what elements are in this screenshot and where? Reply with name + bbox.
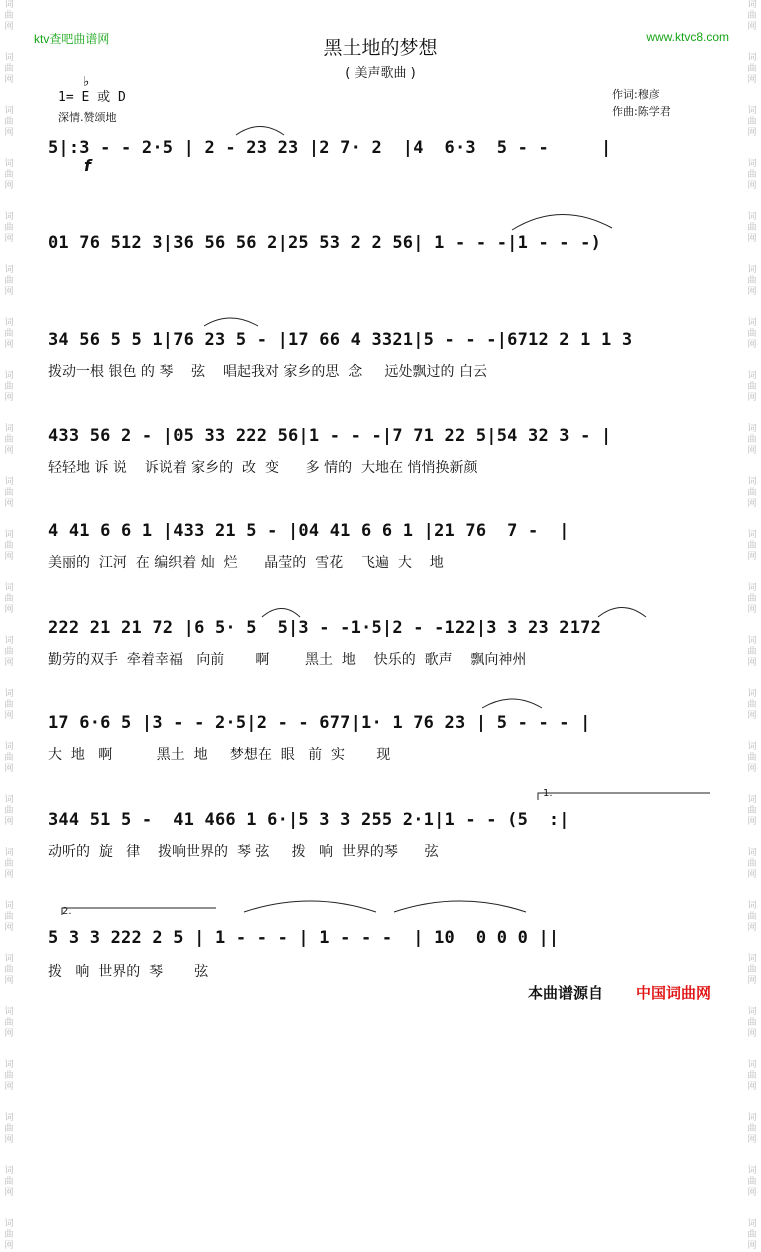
key-text: 1= E 或 D bbox=[58, 90, 126, 105]
edge-watermark-glyphs: 词 曲 网 bbox=[747, 1060, 757, 1092]
edge-watermark-glyphs: 词 曲 网 bbox=[747, 901, 757, 933]
edge-watermark-glyphs: 词 曲 网 bbox=[4, 1219, 14, 1251]
edge-watermark-glyphs: 词 曲 网 bbox=[4, 954, 14, 986]
edge-watermark-glyphs: 词 曲 网 bbox=[747, 318, 757, 350]
watermark-site-right[interactable]: www.ktvc8.com bbox=[646, 30, 729, 44]
lyric-line: 拨动一根 银色 的 琴 弦 唱起我对 家乡的思 念 远处飘过的 白云 bbox=[48, 364, 488, 380]
edge-watermark-glyphs: 词 曲 网 bbox=[4, 530, 14, 562]
edge-watermark-glyphs: 词 曲 网 bbox=[4, 1166, 14, 1198]
edge-watermark-glyphs: 词 曲 网 bbox=[747, 848, 757, 880]
edge-watermark-glyphs: 词 曲 网 bbox=[747, 1113, 757, 1145]
edge-watermark-glyphs: 词 曲 网 bbox=[4, 1060, 14, 1092]
slur-arc bbox=[598, 608, 646, 618]
edge-watermark-glyphs: 词 曲 网 bbox=[747, 1007, 757, 1039]
dynamic-forte: f bbox=[84, 156, 91, 175]
edge-watermark-glyphs: 词 曲 网 bbox=[747, 53, 757, 85]
edge-watermark-glyphs: 词 曲 网 bbox=[4, 0, 14, 32]
edge-watermark-glyphs: 词 曲 网 bbox=[4, 212, 14, 244]
notation-line: 34 56 5 5 1|76 23 5 - |17 66 4 3321|5 - - -|6712 2 1 1 3 bbox=[48, 330, 633, 350]
edge-watermark-glyphs: 词 曲 网 bbox=[4, 795, 14, 827]
volta-bracket bbox=[62, 908, 216, 915]
source-label: 本曲谱源自 bbox=[528, 984, 604, 1002]
edge-watermark-glyphs: 词 曲 网 bbox=[4, 371, 14, 403]
notation-line: 222 21 21 72 |6 5· 5 5|3 - -1·5|2 - -122|3 3 23 2172 bbox=[48, 618, 602, 638]
edge-watermark-glyphs: 词 曲 网 bbox=[747, 689, 757, 721]
edge-watermark-glyphs: 词 曲 网 bbox=[747, 1219, 757, 1251]
lyric-line: 轻轻地 诉 说 诉说着 家乡的 改 变 多 情的 大地在 悄悄换新颜 bbox=[48, 460, 478, 476]
edge-watermark-glyphs: 词 曲 网 bbox=[4, 106, 14, 138]
notation-line: 5 3 3 222 2 5 | 1 - - - | 1 - - - | 10 0 0 0 || bbox=[48, 928, 560, 948]
lyric-line: 勤劳的双手 牵着幸福 向前 啊 黑土 地 快乐的 歌声 飘向神州 bbox=[48, 652, 527, 668]
edge-watermark-glyphs: 词 曲 网 bbox=[747, 0, 757, 32]
edge-watermark-glyphs: 词 曲 网 bbox=[4, 583, 14, 615]
edge-watermark-glyphs: 词 曲 网 bbox=[747, 477, 757, 509]
slur-arc bbox=[482, 699, 542, 708]
edge-watermark-glyphs: 词 曲 网 bbox=[4, 742, 14, 774]
edge-watermark-glyphs: 词 曲 网 bbox=[4, 53, 14, 85]
lyricist-credit: 作词:穆彦 bbox=[612, 88, 660, 101]
edge-watermark-glyphs: 词 曲 网 bbox=[4, 265, 14, 297]
lyric-line: 大 地 啊 黑土 地 梦想在 眼 前 实 现 bbox=[48, 747, 391, 763]
slur-arc bbox=[236, 127, 284, 136]
slur-arc bbox=[204, 318, 258, 326]
edge-watermark-glyphs: 词 曲 网 bbox=[4, 318, 14, 350]
volta-bracket bbox=[538, 793, 710, 800]
edge-watermark-glyphs: 词 曲 网 bbox=[4, 901, 14, 933]
slur-arc bbox=[394, 901, 526, 912]
song-subtitle: ( 美声歌曲 ) bbox=[345, 66, 416, 81]
edge-watermark-glyphs: 词 曲 网 bbox=[747, 424, 757, 456]
edge-watermark-glyphs: 词 曲 网 bbox=[747, 795, 757, 827]
edge-watermark-glyphs: 词 曲 网 bbox=[4, 848, 14, 880]
volta-first-ending: 1. bbox=[543, 788, 553, 799]
edge-watermark-glyphs: 词 曲 网 bbox=[747, 106, 757, 138]
notation-line: 433 56 2 - |05 33 222 56|1 - - -|7 71 22 5|54 32 3 - | bbox=[48, 426, 612, 446]
edge-watermark-glyphs: 词 曲 网 bbox=[747, 371, 757, 403]
edge-watermark-glyphs: 词 曲 网 bbox=[4, 689, 14, 721]
edge-watermark-glyphs: 词 曲 网 bbox=[4, 159, 14, 191]
notation-line: 4 41 6 6 1 |433 21 5 - |04 41 6 6 1 |21 76 7 - | bbox=[48, 521, 570, 541]
slur-arc bbox=[262, 609, 300, 618]
edge-watermark-glyphs: 词 曲 网 bbox=[747, 212, 757, 244]
composer-credit: 作曲:陈学君 bbox=[612, 105, 671, 118]
edge-watermark-glyphs: 词 曲 网 bbox=[747, 636, 757, 668]
notation-line: 01 76 512 3|36 56 56 2|25 53 2 2 56| 1 - - -|1 - - -) bbox=[48, 233, 602, 253]
edge-watermark-glyphs: 词 曲 网 bbox=[4, 424, 14, 456]
song-title: 黑土地的梦想 bbox=[323, 37, 438, 59]
edge-watermark-glyphs: 词 曲 网 bbox=[747, 583, 757, 615]
edge-watermark-glyphs: 词 曲 网 bbox=[4, 477, 14, 509]
edge-watermark-glyphs: 词 曲 网 bbox=[747, 742, 757, 774]
edge-watermark-glyphs: 词 曲 网 bbox=[4, 636, 14, 668]
edge-watermark-glyphs: 词 曲 网 bbox=[747, 954, 757, 986]
notation-line: 344 51 5 - 41 466 1 6·|5 3 3 255 2·1|1 - - (5 :| bbox=[48, 810, 570, 830]
edge-watermark-glyphs: 词 曲 网 bbox=[4, 1007, 14, 1039]
watermark-site-left[interactable]: ktv查吧曲谱网 bbox=[34, 32, 110, 46]
volta-second-ending: 2. bbox=[62, 906, 72, 917]
flat-sign: ♭ bbox=[82, 74, 91, 90]
lyric-line: 美丽的 江河 在 编织着 灿 烂 晶莹的 雪花 飞遍 大 地 bbox=[48, 555, 444, 571]
edge-watermark-glyphs: 词 曲 网 bbox=[4, 1113, 14, 1145]
lyric-line: 拨 响 世界的 琴 弦 bbox=[48, 964, 209, 980]
slur-arc bbox=[512, 214, 612, 230]
notation-line: 17 6·6 5 |3 - - 2·5|2 - - 677|1· 1 76 23 | 5 - - - | bbox=[48, 713, 591, 733]
edge-watermark-glyphs: 词 曲 网 bbox=[747, 159, 757, 191]
notation-line: 5|:3 - - 2·5 | 2 - 23 23 |2 7· 2 |4 6·3 5 - - | bbox=[48, 138, 612, 158]
edge-watermark-glyphs: 词 曲 网 bbox=[747, 265, 757, 297]
tempo-marking: 深情.赞颂地 bbox=[58, 111, 117, 124]
source-site-link[interactable]: 中国词曲网 bbox=[636, 984, 712, 1002]
edge-watermark-glyphs: 词 曲 网 bbox=[747, 1166, 757, 1198]
lyric-line: 动听的 旋 律 拨响世界的 琴 弦 拨 响 世界的琴 弦 bbox=[48, 844, 439, 860]
slur-arc bbox=[244, 901, 376, 912]
edge-watermark-glyphs: 词 曲 网 bbox=[747, 530, 757, 562]
